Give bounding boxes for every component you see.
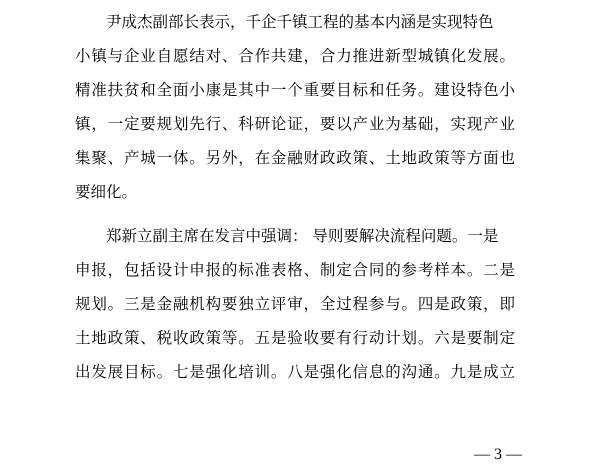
- paragraph-1-line-1: 尹成杰副部长表示，千企千镇工程的基本内涵是实现特色: [75, 13, 494, 31]
- paragraph-1-line-3: 精准扶贫和全面小康是其中一个重要目标和任务。建设特色小: [75, 81, 515, 99]
- paragraph-2-line-5: 出发展目标。七是强化培训。八是强化信息的沟通。九是成立: [75, 363, 515, 381]
- paragraph-2-line-4: 土地政策、税收政策等。五是验收要有行动计划。六是要制定: [75, 329, 515, 347]
- paragraph-2-line-2: 申报，包括设计申报的标准表格、制定合同的参考样本。二是: [75, 261, 515, 279]
- paragraph-1-line-6: 要细化。: [75, 183, 138, 201]
- paragraph-1-line-4: 镇，一定要规划先行、科研论证，要以产业为基础，实现产业: [75, 115, 515, 133]
- paragraph-1-line-2: 小镇与企业自愿结对、合作共建，合力推进新型城镇化发展。: [75, 47, 515, 65]
- paragraph-2-line-3: 规划。三是金融机构要独立评审，全过程参与。四是政策，即: [75, 295, 515, 313]
- paragraph-2-line-1: 郑新立副主席在发言中强调： 导则要解决流程问题。一是: [75, 227, 499, 245]
- page-number: — 3 —: [474, 446, 522, 463]
- paragraph-1-line-5: 集聚、产城一体。另外，在金融财政政策、土地政策等方面也: [75, 149, 515, 167]
